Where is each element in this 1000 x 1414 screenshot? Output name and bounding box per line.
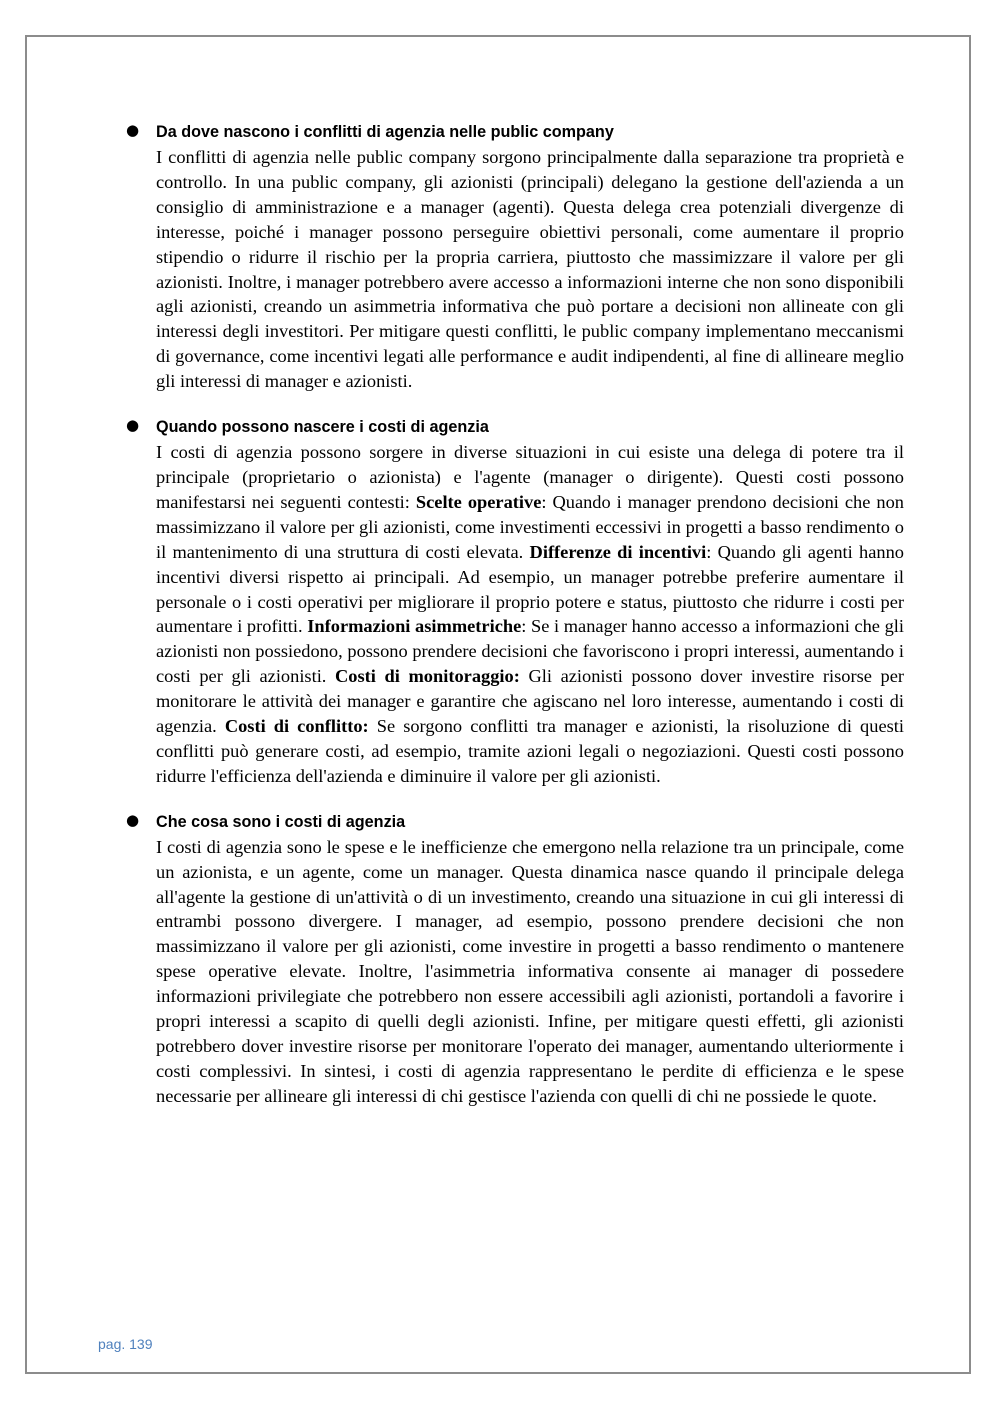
bullet-icon: ● — [126, 416, 140, 435]
page-number: pag. 139 — [98, 1336, 153, 1352]
paragraph-text: : Se i manager hanno accesso a informazioni che gli azionisti non possiedono, possono prendere decisioni che favoriscono i propri interessi, aumentando i costi per gli azionisti. — [156, 616, 904, 687]
paragraph-text: I costi di agenzia possono sorgere in diverse situazioni in cui esiste una delega di potere tra il principale (proprietario o azionista) e l'agente (manager o dirigente). Questi costi possono manifestarsi nei seguenti contesti: — [156, 442, 904, 512]
section-cosa-sono-costi — [126, 810, 906, 1109]
paragraph-text: I costi di agenzia sono le spese e le inefficienze che emergono nella relazione tra un principale, come un azionista, e un agente, come un manager. Questa dinamica nasce quando il principale delega all'agente la gestione di un'attività o di un investimento, creando una situazione in cui gli interessi di entrambi possono divergere. I manager, ad esempio, possono prendere decisioni che non massimizzano il valore per gli azionisti, come investire in progetti a basso rendimento o mantenere spese operative elevate. Inoltre, l'asimmetria informativa consente ai manager di possedere informazioni privilegiate che potrebbero non essere accessibili agli azionisti, portandoli a favorire i propri interessi a scapito di quelli degli azionisti. Infine, per mitigare questi effetti, gli azionisti potrebbero dover investire risorse per monitorare l'operato dei manager, aumentando ulteriormente i costi complessivi. In sintesi, i costi di agenzia rappresentano le perdite di efficienza e le spese necessarie per allineare gli interessi di chi gestisce l'azienda con quelli di chi ne possiede le quote. — [156, 836, 904, 1106]
section-quando-nascono-costi — [126, 415, 906, 789]
term-differenze-di-incentivi: Differenze di incentivi — [529, 541, 707, 562]
section-conflitti-di-agenzia — [126, 120, 906, 394]
term-costi-di-conflitto: Costi di conflitto: — [224, 716, 369, 737]
document-body — [126, 120, 906, 1130]
paragraph-text: : Quando gli agenti hanno incentivi diversi rispetto ai principali. Ad esempio, un manager potrebbe preferire aumentare il personale o i costi operativi per migliorare il proprio potere e status, piuttosto che ridurre i costi per aumentare i profitti. — [156, 541, 904, 637]
paragraph-text: I conflitti di agenzia nelle public company sorgono principalmente dalla separazione tra proprietà e controllo. In una public company, gli azionisti (principali) delegano la gestione dell'azienda a un consiglio di amministrazione e a manager (agenti). Questa delega crea potenziali divergenze di interesse, poiché i manager possono perseguire obiettivi personali, come aumentare il proprio stipendio o ridurre il rischio per la propria carriera, piuttosto che massimizzare il valore per gli azionisti. Inoltre, i manager potrebbero avere accesso a informazioni interne che non sono disponibili agli azionisti, creando un asimmetria informativa che può portare a decisioni non allineate con gli interessi degli investitori. Per mitigare questi conflitti, le public company implementano meccanismi di governance, come incentivi legati alle performance e audit indipendenti, al fine di allineare meglio gli interessi di manager e azionisti. — [156, 147, 904, 392]
section-paragraph — [156, 145, 904, 394]
section-heading: Che cosa sono i costi di agenzia — [156, 812, 406, 831]
paragraph-text: Se sorgono conflitti tra manager e azionisti, la risoluzione di questi conflitti può generare costi, ad esempio, tramite azioni legali o negoziazioni. Questi costi possono ridurre l'efficienza dell'azienda e diminuire il valore per gli azionisti. — [156, 716, 904, 786]
term-informazioni-asimmetriche: Informazioni asimmetriche — [307, 616, 522, 637]
paragraph-text: Gli azionisti possono dover investire risorse per monitorare le attività dei manager e garantire che agiscano nel loro interesse, aumentando i costi di agenzia. — [156, 666, 905, 737]
bullet-icon: ● — [126, 121, 140, 139]
section-heading: Da dove nascono i conflitti di agenzia nelle public company — [156, 123, 614, 141]
section-paragraph — [156, 835, 904, 1109]
term-costi-di-monitoraggio: Costi di monitoraggio: — [335, 666, 520, 687]
bullet-icon: ● — [126, 810, 140, 829]
paragraph-text: : Quando i manager prendono decisioni che non massimizzano il valore per gli azionisti, come investimenti eccessivi in progetti a basso rendimento o il mantenimento di una struttura di costi elevata. — [156, 491, 904, 562]
section-paragraph — [156, 440, 904, 789]
section-heading: Quando possono nascere i costi di agenzia — [156, 418, 489, 437]
term-scelte-operative: Scelte operative — [415, 491, 542, 512]
